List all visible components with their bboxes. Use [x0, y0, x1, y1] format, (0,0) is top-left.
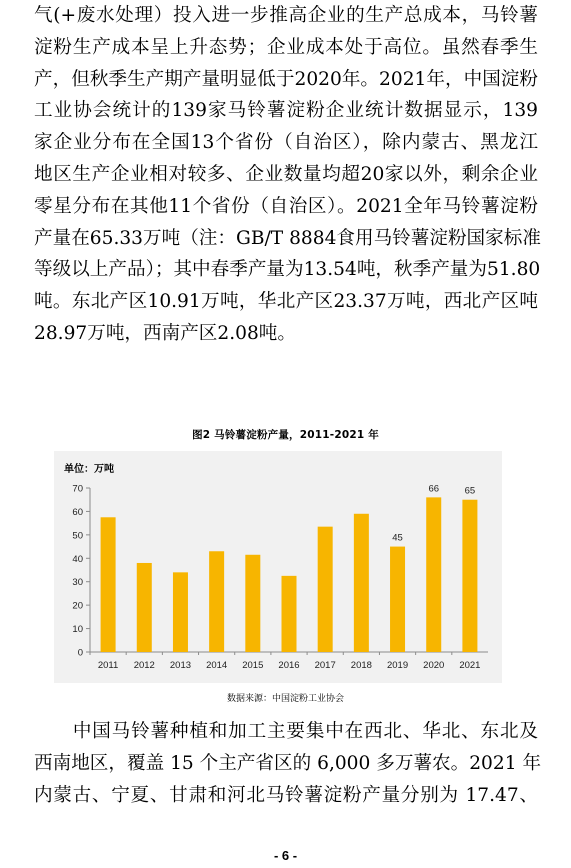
- paragraph-line: 吨。东北产区10.91万吨，华北产区23.37万吨，西北产区吨: [34, 291, 538, 313]
- bar-2017: [318, 527, 333, 652]
- bar-2014: [209, 551, 224, 652]
- x-tick-label: 2020: [423, 660, 445, 671]
- bar-2011: [101, 517, 116, 652]
- page-number: - 6 -: [273, 848, 298, 863]
- x-tick-label: 2015: [242, 660, 264, 671]
- bar-2018: [354, 514, 369, 652]
- x-tick-label: 2021: [459, 660, 481, 671]
- paragraph-line: 产量在65.33万吨（注：GB/T 8884食用马铃薯淀粉国家标准: [34, 227, 541, 249]
- x-tick-label: 2019: [386, 660, 409, 671]
- paragraph-line: 地区生产企业相对较多、企业数量均超20家以外，剩余企业: [34, 163, 538, 185]
- y-tick-label: 70: [72, 483, 83, 495]
- body-paragraph-top: [34, 0, 541, 350]
- y-tick-label: 10: [72, 624, 83, 636]
- paragraph-line: 28.97万吨，西南产区2.08吨。: [34, 322, 296, 344]
- bar-2020: [426, 497, 441, 652]
- x-tick-label: 2014: [206, 660, 228, 671]
- paragraph-line: 等级以上产品）；其中春季产量为13.54吨，秋季产量为51.80: [34, 259, 541, 281]
- paragraph-line: 零星分布在其他11个省份（自治区）。2021全年马铃薯淀粉: [34, 195, 538, 217]
- y-tick-label: 40: [72, 553, 83, 565]
- paragraph-line: 产，但秋季生产期产量明显低于2020年。2021年，中国淀粉: [34, 68, 538, 90]
- bar-2013: [173, 572, 188, 652]
- x-tick-label: 2016: [278, 660, 300, 671]
- paragraph-line: 家企业分布在全国13个省份（自治区），除内蒙古、黑龙江: [34, 132, 538, 154]
- bar-data-label: 65: [464, 485, 476, 497]
- bar-data-label: 66: [428, 483, 440, 495]
- bar-2016: [282, 576, 297, 652]
- x-tick-label: 2018: [350, 660, 372, 671]
- bar-chart-panel: [54, 451, 502, 683]
- y-tick-label: 50: [72, 530, 83, 542]
- x-tick-label: 2012: [133, 660, 155, 671]
- y-tick-label: 0: [77, 647, 83, 659]
- figure-source-note: 数据来源：中国淀粉工业协会: [226, 694, 344, 704]
- paragraph-line: 工业协会统计的139家马铃薯淀粉企业统计数据显示，139: [34, 100, 538, 122]
- x-tick-label: 2013: [169, 660, 192, 671]
- bar-data-label: 45: [392, 532, 403, 544]
- x-tick-label: 2011: [97, 660, 119, 671]
- figure-caption: 图2 马铃薯淀粉产量，2011-2021 年: [192, 429, 379, 441]
- paragraph-line: 西南地区，覆盖 15 个主产省区的 6,000 多万薯农。2021 年: [34, 752, 542, 774]
- y-tick-label: 30: [72, 577, 83, 589]
- potato-starch-output-chart: [54, 451, 502, 683]
- paragraph-line: 气(+废水处理）投入进一步推高企业的生产总成本，马铃薯: [34, 5, 538, 26]
- bar-2019: [390, 547, 405, 652]
- bar-2015: [245, 555, 260, 652]
- bar-2012: [137, 563, 152, 652]
- paragraph-line: 内蒙古、宁夏、甘肃和河北马铃薯淀粉产量分别为 17.47、: [34, 784, 538, 806]
- bar-2021: [462, 500, 477, 652]
- y-tick-label: 20: [72, 600, 83, 612]
- body-paragraph-bottom: [34, 716, 542, 811]
- chart-unit-label: 单位：万吨: [64, 464, 114, 475]
- x-tick-label: 2017: [314, 660, 336, 671]
- y-tick-label: 60: [72, 506, 83, 518]
- paragraph-line: 淀粉生产成本呈上升态势；企业成本处于高位。虽然春季生: [34, 36, 538, 58]
- paragraph-line: 中国马铃薯种植和加工主要集中在西北、华北、东北及: [34, 721, 538, 742]
